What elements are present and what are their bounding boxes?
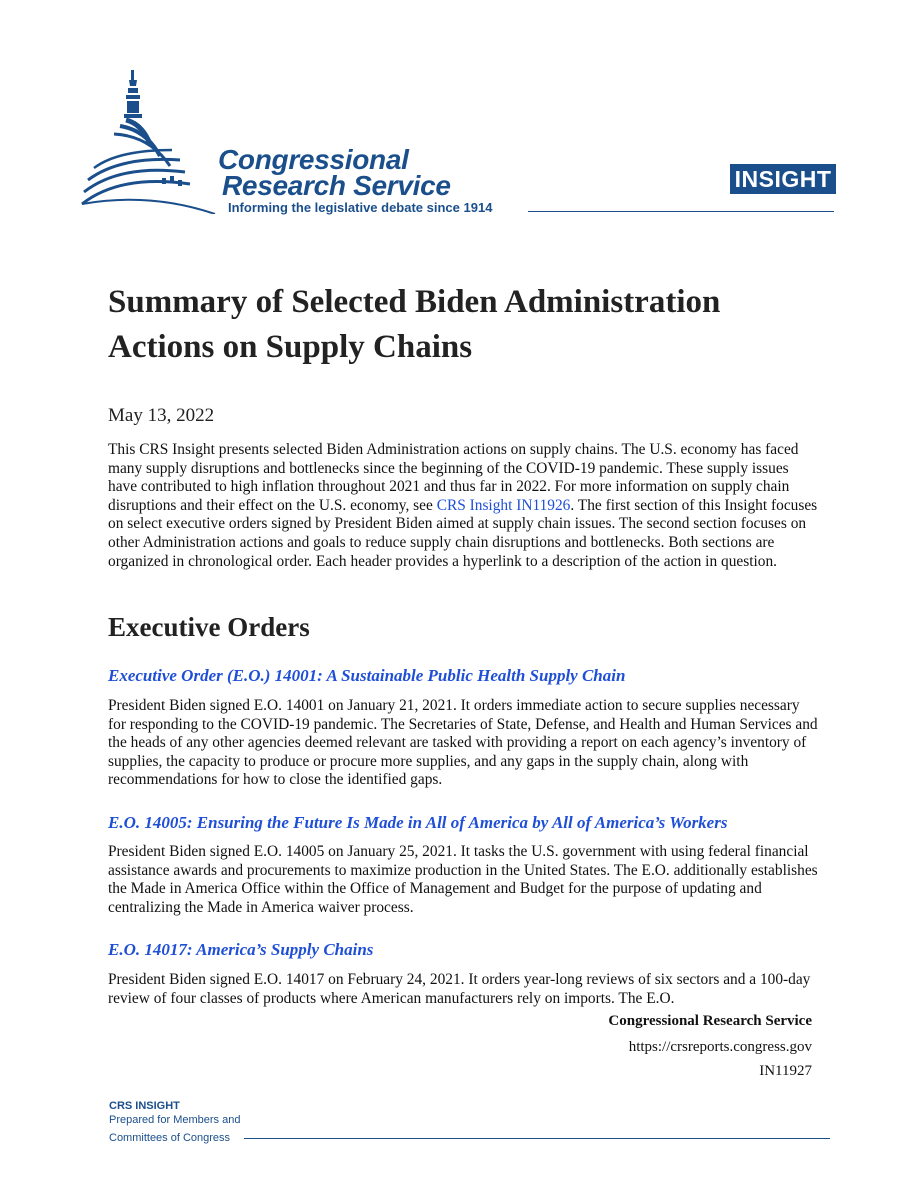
header-divider: [528, 211, 834, 212]
section-heading: Executive Orders: [108, 612, 310, 642]
publication-date: May 13, 2022: [108, 405, 215, 426]
order-heading-link-text[interactable]: Executive Order (E.O.) 14001: A Sustainable Public Health Supply Chain: [108, 666, 626, 685]
footer-organization: Congressional Research Service: [608, 1013, 812, 1029]
intro-paragraph: [108, 441, 820, 571]
insight-badge: INSIGHT: [730, 164, 836, 194]
page-title: Summary of Selected Biden Administration Actions on Supply Chains: [108, 284, 721, 365]
brand-name-line2: Research Service: [222, 170, 451, 201]
order-body: President Biden signed E.O. 14005 on January 25, 2021. It tasks the U.S. government with using federal financial assistance awards and procurements to maximize production in the United States. The E.O. additionally establishes the Made in America Office within the Office of Management and Budget for the purpose of updating and centralizing the Made in America waiver process.: [108, 843, 818, 916]
crs-capitol-logo: [80, 64, 225, 214]
order-body: President Biden signed E.O. 14001 on January 21, 2021. It orders immediate action to secure supplies necessary for responding to the COVID-19 pandemic. The Secretaries of State, Defense, and Health and Human Services and the heads of any other agencies deemed relevant are tasked with providing a report on each agency’s inventory of supplies, the capacity to produce or procure more supplies, and any gaps in the supply chain, along with recommendations for how to close the identified gaps.: [108, 697, 818, 789]
prepared-for-line2: Committees of Congress: [109, 1132, 231, 1144]
footer-url[interactable]: https://crsreports.congress.gov: [628, 1039, 812, 1055]
brand-tagline: Informing the legislative debate since 1914: [228, 200, 493, 215]
order-heading-link[interactable]: [108, 666, 625, 686]
crs-insight-label: CRS INSIGHT: [109, 1100, 180, 1112]
order-heading-link[interactable]: [108, 813, 727, 833]
order-heading-link-text[interactable]: E.O. 14005: Ensuring the Future Is Made in All of America by All of America’s Workers: [108, 813, 728, 832]
order-heading-link[interactable]: [108, 940, 373, 960]
intro-text-end: . The first section of this Insight focuses on select executive orders signed by President Biden aimed at supply chain issues. The second section focuses on other Administration actions and goals to reduce supply chain disruptions and bottlenecks. Both sections are organized in chronological order. Each header provides a hyperlink to a description of the action in question.: [108, 496, 818, 570]
intro-text-start: This CRS Insight presents selected Biden Administration actions on supply chains. The U.S. economy has faced many supply disruptions and bottlenecks since the beginning of the COVID-19 pandemic. These supply issues have contributed to high inflation throughout 2021 and thus far in 2022. For more information on supply chain disruptions and their effect on the U.S. economy, see: [108, 441, 799, 514]
order-body: President Biden signed E.O. 14017 on February 24, 2021. It orders year-long reviews of six sectors and a 100-day review of four classes of products where American manufacturers rely on imports. The E.O.: [108, 971, 811, 1007]
crs-insight-link[interactable]: CRS Insight IN11926: [436, 496, 571, 514]
brand-name-line1: Congressional: [218, 144, 409, 175]
prepared-for-line1: Prepared for Members and: [109, 1114, 241, 1126]
order-heading-link-text[interactable]: E.O. 14017: America’s Supply Chains: [108, 940, 374, 959]
footer-divider: [244, 1138, 830, 1139]
footer-report-id: IN11927: [759, 1063, 812, 1079]
